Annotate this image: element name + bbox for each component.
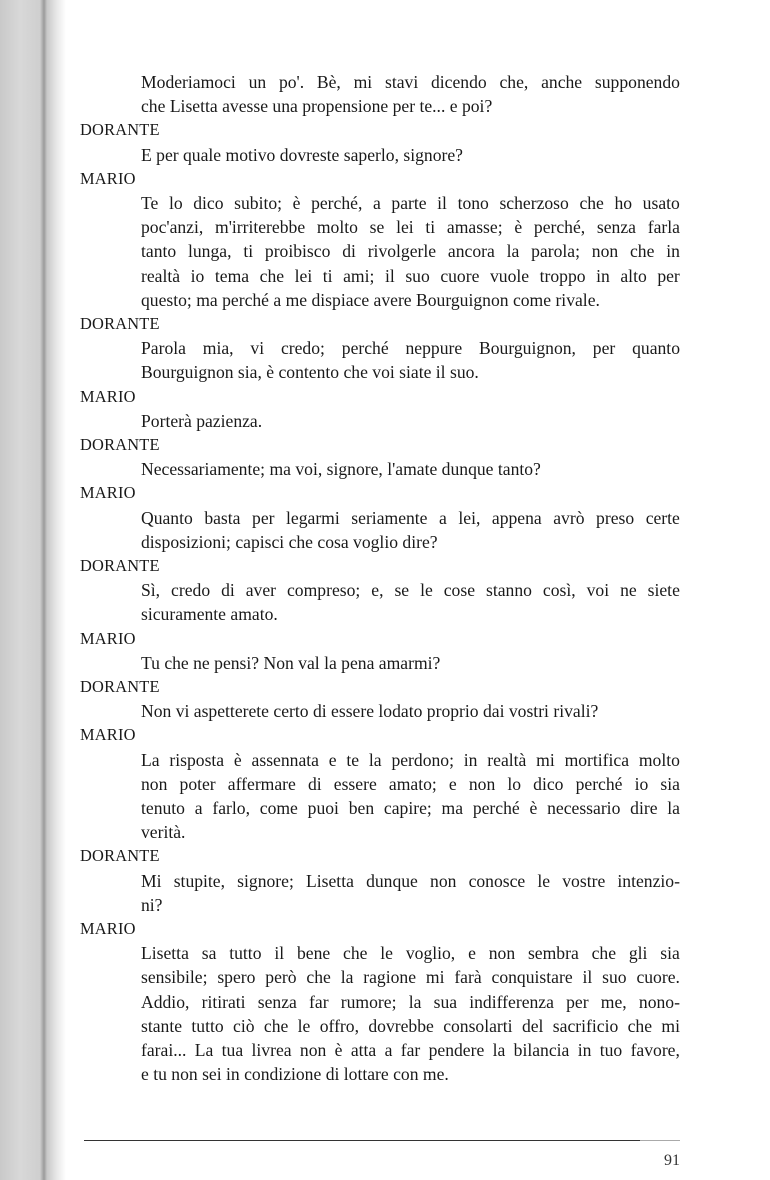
speaker-name: MARIO [80, 918, 136, 938]
speech-line: La risposta è assennata e te la perdono; in realtà mi mortifica molto [141, 749, 680, 770]
speaker-name: MARIO [80, 386, 136, 406]
dialogue-block [80, 481, 680, 554]
speaker-name: DORANTE [80, 676, 160, 696]
speech-line: farai... La tua livrea non è atta a far pendere la bilancia in tuo favore, [141, 1039, 680, 1060]
speaker-name: MARIO [80, 168, 136, 188]
speech-line: Bourguignon sia, è contento che voi siate il suo. [141, 362, 479, 383]
speaker-name: DORANTE [80, 120, 160, 140]
speech-line: tenuto a farlo, come puoi ben capire; ma perché è necessario dire la [141, 797, 680, 818]
speech-line: e tu non sei in condizione di lottare con me. [141, 1064, 449, 1085]
speech-line: Lisetta sa tutto il bene che le voglio, e non sembra che gli sia [141, 943, 680, 964]
speech-line: non poter affermare di essere amato; e non lo dico perché io sia [141, 773, 680, 794]
dialogue-block [80, 385, 680, 433]
speech-line: Parola mia, vi credo; perché neppure Bourguignon, per quanto [141, 338, 680, 359]
speech-line: Mi stupite, signore; Lisetta dunque non conosce le vostre intenzio- [141, 870, 680, 891]
speaker-name: DORANTE [80, 846, 160, 866]
dialogue-block [80, 627, 680, 675]
dialogue-block [80, 70, 680, 118]
dialogue-block [80, 844, 680, 917]
speech-line: sicuramente amato. [141, 604, 278, 625]
speech-line: Porterà pazienza. [141, 410, 263, 431]
speech-line: ni? [141, 894, 163, 915]
dialogue-block [80, 312, 680, 385]
speech-line: Quanto basta per legarmi seriamente a lei, appena avrò preso certe [141, 507, 680, 528]
speaker-name: MARIO [80, 483, 136, 503]
speaker-name: MARIO [80, 628, 136, 648]
speech-line: E per quale motivo dovreste saperlo, signore? [141, 144, 463, 165]
speech-line: disposizioni; capisci che cosa voglio dire? [141, 531, 438, 552]
dialogue-block [80, 917, 680, 1086]
speech-line: sensibile; spero però che la ragione mi farà conquistare il suo cuore. [141, 967, 680, 988]
speech-line: verità. [141, 822, 186, 843]
speech-line: tanto lunga, ti proibisco di rivolgerle ancora la parola; non che in [141, 241, 680, 262]
dialogue-block [80, 675, 680, 723]
speaker-name: DORANTE [80, 555, 160, 575]
book-spine-shadow [0, 0, 66, 1180]
speech-line: questo; ma perché a me dispiace avere Bourguignon come rivale. [141, 289, 600, 310]
speaker-name: DORANTE [80, 434, 160, 454]
speech-line: Sì, credo di aver compreso; e, se le cose stanno così, voi ne siete [141, 580, 680, 601]
dialogue-block [80, 723, 680, 844]
speech-line: poc'anzi, m'irriterebbe molto se lei ti amasse; è perché, senza farla [141, 217, 680, 238]
speech-line: Addio, ritirati senza far rumore; la sua indifferenza per me, nono- [141, 991, 680, 1012]
speech-line: Non vi aspetterete certo di essere lodato proprio dai vostri rivali? [141, 701, 599, 722]
speech-line: Moderiamoci un po'. Bè, mi stavi dicendo che, anche supponendo [141, 72, 680, 92]
page-number: 91 [664, 1152, 680, 1169]
dialogue-block [80, 118, 680, 166]
speaker-name: DORANTE [80, 314, 160, 333]
speech-line: che Lisetta avesse una propensione per te... e poi? [141, 96, 493, 117]
dialogue-block [80, 554, 680, 627]
speech-line: Necessariamente; ma voi, signore, l'amate dunque tanto? [141, 459, 541, 480]
speech-line: realtà io tema che lei ti ami; il suo cuore vuole troppo in alto per [141, 265, 680, 286]
speech-line: Tu che ne pensi? Non val la pena amarmi? [141, 652, 441, 673]
speaker-name: MARIO [80, 725, 136, 745]
dialogue-block [80, 433, 680, 481]
footer-rule [84, 1140, 680, 1141]
speech-line: stante tutto ciò che le offro, dovrebbe consolarti del sacrificio che mi [141, 1015, 680, 1036]
page-body [80, 70, 680, 1086]
speech-line: Te lo dico subito; è perché, a parte il tono scherzoso che ho usato [141, 192, 680, 213]
dialogue-block [80, 167, 680, 312]
